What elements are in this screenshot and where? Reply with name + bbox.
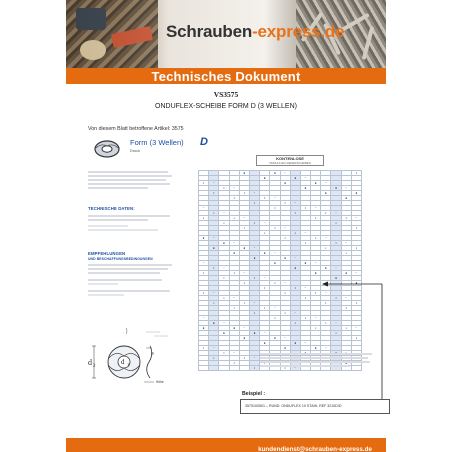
affected-articles: Von diesem Blatt betroffene Artikel: 3575 — [88, 126, 184, 132]
table-cell: ● — [249, 256, 259, 261]
table-cell: ● — [290, 176, 300, 181]
table-cell: ·· — [311, 206, 321, 211]
svg-text:d: d — [121, 358, 125, 366]
table-cell: ▪ — [351, 246, 361, 251]
table-cell: ·· — [290, 311, 300, 316]
table-cell: ·· — [209, 181, 219, 186]
table-cell: ▪ — [290, 231, 300, 236]
table-cell: ·· — [219, 266, 229, 271]
table-cell: • — [219, 351, 229, 356]
table-cell: ● — [331, 276, 341, 281]
page-title: Technisches Dokument — [151, 69, 301, 84]
table-cell: • — [341, 306, 351, 311]
table-cell: • — [260, 196, 270, 201]
table-cell: ·· — [219, 211, 229, 216]
table-cell: ▪ — [209, 301, 219, 306]
table-cell: ·· — [260, 331, 270, 336]
table-cell: • — [270, 206, 280, 211]
table-cell: • — [199, 181, 209, 186]
svg-text:d: d — [88, 358, 92, 367]
table-cell: ·· — [280, 226, 290, 231]
table-cell: ·· — [249, 301, 259, 306]
table-cell: • — [249, 276, 259, 281]
svg-text:e: e — [151, 351, 154, 357]
table-cell: ·· — [300, 231, 310, 236]
table-cell: ● — [249, 331, 259, 336]
table-cell: ▪ — [311, 236, 321, 241]
table-cell: ● — [260, 176, 270, 181]
table-cell: ·· — [331, 321, 341, 326]
footer-email[interactable]: kundendienst@schrauben-express.de — [258, 446, 372, 452]
table-cell: ·· — [321, 236, 331, 241]
table-cell: • — [331, 296, 341, 301]
table-cell: ▪ — [239, 301, 249, 306]
table-cell: • — [219, 186, 229, 191]
form-sub: Druck — [130, 149, 140, 153]
table-cell: ·· — [270, 251, 280, 256]
table-cell: ● — [290, 341, 300, 346]
document-subtitle: ONDUFLEX-SCHEIBE FORM D (3 WELLEN) — [155, 103, 297, 110]
table-cell: • — [270, 281, 280, 286]
svg-text:2: 2 — [93, 364, 96, 369]
footer-bar — [66, 438, 386, 452]
table-cell: • — [229, 196, 239, 201]
table-cell: ▪ — [300, 316, 310, 321]
table-cell: ● — [311, 346, 321, 351]
notes-text — [260, 353, 378, 367]
table-cell: ·· — [229, 296, 239, 301]
table-cell: ▪ — [341, 326, 351, 331]
table-cell: ·· — [219, 321, 229, 326]
table-title-box — [256, 155, 324, 166]
table-cell: ·· — [249, 246, 259, 251]
table-cell: ● — [341, 361, 351, 366]
table-cell: ·· — [311, 316, 321, 321]
table-cell: ·· — [351, 326, 361, 331]
header-banner — [66, 0, 386, 68]
table-cell: ·· — [199, 316, 209, 321]
table-cell: ▪ — [239, 226, 249, 231]
table-cell: ● — [321, 191, 331, 196]
table-cell: ● — [341, 196, 351, 201]
table-cell: ·· — [331, 266, 341, 271]
table-cell: ▪ — [209, 211, 219, 216]
table-cell: ● — [270, 336, 280, 341]
table-cell: ·· — [300, 341, 310, 346]
table-cell: ·· — [260, 276, 270, 281]
table-cell: ● — [341, 271, 351, 276]
svg-text:Höhe: Höhe — [156, 380, 164, 384]
callout-arrow — [316, 280, 386, 410]
table-cell: ▪ — [331, 241, 341, 246]
table-cell: • — [280, 291, 290, 296]
table-cell: ▪ — [290, 321, 300, 326]
table-cell: • — [351, 301, 361, 306]
table-cell: • — [280, 366, 290, 371]
table-cell: ▪ — [249, 311, 259, 316]
table-cell: ▪ — [229, 306, 239, 311]
table-cell: ·· — [341, 186, 351, 191]
table-cell: • — [229, 271, 239, 276]
table-cell: ● — [280, 181, 290, 186]
table-cell: ▪ — [249, 221, 259, 226]
table-cell: • — [209, 266, 219, 271]
table-cell: ·· — [229, 351, 239, 356]
logo-accent-text: -express.de — [252, 22, 345, 41]
table-cell: ·· — [280, 171, 290, 176]
table-cell: ▪ — [270, 316, 280, 321]
table-cell: • — [260, 286, 270, 291]
form-name: Form (3 Wellen) — [130, 138, 184, 147]
table-cell: ● — [270, 261, 280, 266]
table-cell: • — [321, 301, 331, 306]
table-cell: • — [219, 276, 229, 281]
table-cell: ·· — [229, 241, 239, 246]
table-cell: ·· — [280, 281, 290, 286]
table-cell: ·· — [249, 191, 259, 196]
svg-text:1: 1 — [127, 362, 130, 367]
table-cell: ·· — [341, 241, 351, 246]
table-cell: ·· — [199, 261, 209, 266]
table-cell: ·· — [331, 211, 341, 216]
table-cell: ·· — [290, 201, 300, 206]
document-code: VS3575 — [213, 90, 239, 99]
table-cell: ● — [209, 246, 219, 251]
table-cell: • — [239, 281, 249, 286]
table-cell: ● — [239, 246, 249, 251]
table-cell: ·· — [239, 271, 249, 276]
table-cell: ● — [351, 281, 361, 286]
table-cell: ● — [229, 326, 239, 331]
table-cell: ·· — [239, 326, 249, 331]
table-cell: ● — [351, 191, 361, 196]
table-cell: ·· — [270, 306, 280, 311]
table-cell: ● — [229, 251, 239, 256]
brand-logo[interactable] — [166, 22, 344, 42]
technical-drawing — [88, 326, 258, 384]
table-cell: • — [229, 361, 239, 366]
table-cell: ▪ — [270, 226, 280, 231]
table-cell: ·· — [321, 291, 331, 296]
table-cell: ·· — [321, 181, 331, 186]
tools-photo — [66, 0, 158, 68]
table-cell: ▪ — [260, 231, 270, 236]
table-cell: ▪ — [321, 321, 331, 326]
table-cell: ● — [321, 266, 331, 271]
table-cell: ·· — [239, 216, 249, 221]
table-cell: • — [260, 361, 270, 366]
table-cell: ▪ — [280, 236, 290, 241]
table-cell: ·· — [280, 336, 290, 341]
table-cell: ▪ — [229, 216, 239, 221]
table-cell: ● — [311, 181, 321, 186]
table-cell: ·· — [209, 291, 219, 296]
table-cell: ▪ — [280, 311, 290, 316]
table-cell: • — [199, 346, 209, 351]
table-subtitle: ONDULFLEX-FEDERSCHEIBEN — [269, 161, 311, 165]
table-cell: ● — [270, 171, 280, 176]
table-cell: • — [199, 271, 209, 276]
table-cell: ·· — [290, 256, 300, 261]
table-title: KONTENLOSE — [276, 156, 304, 161]
table-cell: • — [351, 226, 361, 231]
table-cell: • — [249, 201, 259, 206]
table-cell: ▪ — [311, 326, 321, 331]
table-cell: ● — [239, 336, 249, 341]
table-cell: ● — [260, 341, 270, 346]
table-cell: ● — [219, 331, 229, 336]
table-cell: ·· — [249, 356, 259, 361]
table-cell: ● — [219, 241, 229, 246]
table-cell: ·· — [229, 186, 239, 191]
table-cell: • — [321, 211, 331, 216]
table-cell: • — [290, 286, 300, 291]
technical-data-text — [88, 214, 176, 231]
table-cell: ▪ — [219, 296, 229, 301]
table-cell: ● — [199, 236, 209, 241]
table-cell: ·· — [290, 366, 300, 371]
table-cell: ▪ — [341, 251, 351, 256]
table-cell: ·· — [270, 196, 280, 201]
recommendations-text — [88, 264, 176, 296]
table-cell: ▪ — [321, 246, 331, 251]
table-cell: ● — [290, 266, 300, 271]
form-badge: D — [200, 136, 208, 148]
table-cell: ● — [209, 321, 219, 326]
example-text: 3575100501 – RUND. ONDUFLEX 10 STAHL REF 3210D/D — [245, 404, 342, 408]
table-cell: ▪ — [260, 306, 270, 311]
table-cell: • — [300, 296, 310, 301]
table-cell: ▪ — [351, 171, 361, 176]
title-bar — [66, 68, 386, 84]
table-cell: ● — [300, 261, 310, 266]
table-cell: ·· — [321, 346, 331, 351]
table-cell: • — [209, 356, 219, 361]
table-cell: ·· — [209, 346, 219, 351]
table-cell: ● — [280, 256, 290, 261]
recommendations-heading: EMPFEHLUNGEN — [88, 251, 126, 256]
logo-main-text: Schrauben — [166, 22, 253, 41]
table-cell: ·· — [300, 176, 310, 181]
table-cell: • — [239, 356, 249, 361]
document-page — [66, 0, 386, 452]
example-label: Beispiel : — [242, 391, 266, 397]
table-cell: ● — [239, 171, 249, 176]
table-cell: • — [341, 216, 351, 221]
table-cell: ·· — [199, 206, 209, 211]
description-text — [88, 171, 174, 189]
table-cell: ·· — [341, 296, 351, 301]
table-cell: ▪ — [219, 221, 229, 226]
table-cell: ● — [260, 251, 270, 256]
table-cell: ·· — [260, 221, 270, 226]
table-cell: ● — [199, 326, 209, 331]
table-cell: ▪ — [351, 336, 361, 341]
table-cell: ·· — [351, 271, 361, 276]
technical-data-heading: TECHNISCHE DATEN: — [88, 206, 135, 211]
table-cell: • — [280, 201, 290, 206]
washer-icon — [94, 137, 120, 159]
table-cell: ● — [331, 186, 341, 191]
table-cell: ·· — [311, 261, 321, 266]
table-cell: • — [311, 216, 321, 221]
table-cell: • — [290, 211, 300, 216]
table-cell: • — [300, 206, 310, 211]
table-cell: ▪ — [199, 291, 209, 296]
table-cell: ·· — [209, 236, 219, 241]
table-cell: ▪ — [199, 216, 209, 221]
table-cell: ● — [311, 271, 321, 276]
table-cell: ● — [300, 186, 310, 191]
table-cell: ● — [280, 346, 290, 351]
table-cell: ·· — [351, 216, 361, 221]
example-box — [240, 399, 390, 414]
table-cell: ·· — [300, 286, 310, 291]
table-cell: • — [209, 191, 219, 196]
table-cell: • — [249, 366, 259, 371]
table-cell: • — [311, 291, 321, 296]
table-cell: ▪ — [331, 331, 341, 336]
table-cell: • — [331, 221, 341, 226]
recommendations-subheading: UND BESCHAFFUNGSBEDINGUNGEN — [88, 257, 153, 261]
table-cell: ▪ — [300, 241, 310, 246]
table-cell: • — [239, 191, 249, 196]
